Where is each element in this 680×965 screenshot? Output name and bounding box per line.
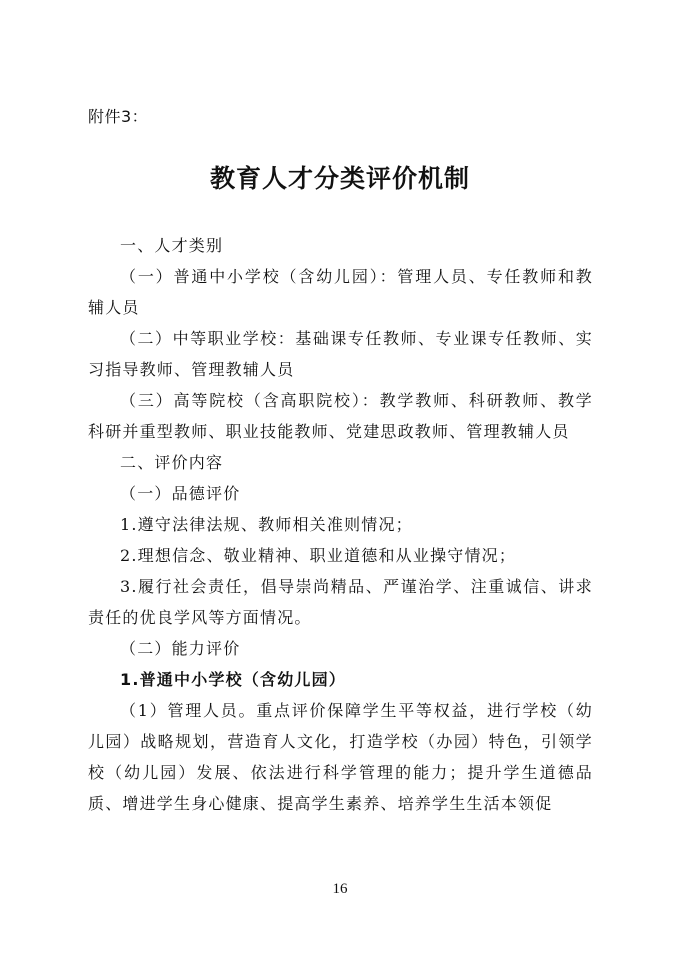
page-title: 教育人才分类评价机制 [209, 164, 470, 193]
paragraph-management-staff: （1）管理人员。重点评价保障学生平等权益，进行学校（幼儿园）战略规划，营造育人文化，打造学校（办园）特色，引领学校（幼儿园）发展、依法进行科学管理的能力；提升学生道德品质、增进学生身心健康、提高学生素养、培养学生生活本领促 [88, 701, 593, 813]
section-heading-talent-categories: 一、人才类别 [120, 236, 224, 255]
subheading-ability-evaluation: （二）能力评价 [120, 639, 241, 658]
paragraph-vocational-schools: （二）中等职业学校：基础课专任教师、专业课专任教师、实习指导教师、管理教辅人员 [88, 329, 593, 379]
section-heading-evaluation-content: 二、评价内容 [120, 453, 224, 472]
paragraph-primary-secondary-schools: （一）普通中小学校（含幼儿园）：管理人员、专任教师和教辅人员 [88, 267, 593, 317]
page-number: 16 [332, 881, 348, 897]
list-item-2: 2.理想信念、敬业精神、职业道德和从业操守情况； [120, 546, 517, 565]
list-item-3: 3.履行社会责任，倡导崇尚精品、严谨治学、注重诚信、讲求责任的优良学风等方面情况。 [88, 577, 593, 627]
subheading-moral-evaluation: （一）品德评价 [120, 484, 241, 503]
bold-heading-primary-schools: 1.普通中小学校（含幼儿园） [120, 670, 347, 689]
paragraph-higher-education: （三）高等院校（含高职院校）：教学教师、科研教师、教学科研并重型教师、职业技能教师、党建思政教师、管理教辅人员 [88, 391, 593, 441]
attachment-label: 附件3： [88, 107, 149, 126]
document-body [88, 230, 593, 819]
list-item-1: 1.遵守法律法规、教师相关准则情况； [120, 515, 413, 534]
